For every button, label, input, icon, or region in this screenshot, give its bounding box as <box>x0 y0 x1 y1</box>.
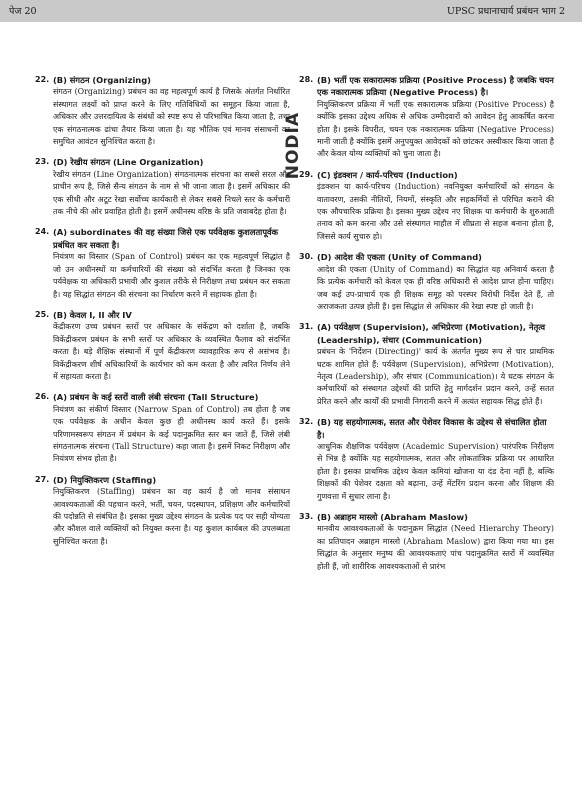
answer-line: (D) नियुक्तिकरण (Staffing) <box>53 474 157 485</box>
answer-line: (C) इंडक्शन / कार्य-परिचय (Induction) <box>317 169 458 180</box>
explanation: इंडक्शन या कार्य-परिचय (Induction) नवनियुक्त कर्मचारियों को संगठन के वातावरण, उसकी नीतियों, नियमों, संस्कृति और सहकर्मियों से परिचित कराने की एक औपचारिक प्रक्रिया है। इसका मुख्य उद्देश्य नए शिक्षक या कर्मचारी के शुरुआती तनाव को कम करना और उसे संस्थागत माहौल में शीघ्रता से सहज बनाना होता है, जिससे कार्य सुचारु हो। <box>317 182 554 241</box>
book-title: UPSC प्रधानाचार्य प्रबंधन भाग 2 <box>446 6 565 17</box>
answer-line: (D) रेखीय संगठन (Line Organization) <box>53 157 204 168</box>
answer-line: (A) पर्यवेक्षण (Supervision), अभिप्रेरणा (Motivation), नेतृत्व (Leadership), संचार (Communication) <box>317 322 546 345</box>
question-22 <box>35 74 290 148</box>
page-header <box>0 0 582 22</box>
question-27 <box>35 474 290 548</box>
explanation: केंद्रीकरण उच्च प्रबंधन स्तरों पर अधिकार के संकेंद्रण को दर्शाता है, जबकि विकेंद्रीकरण प्रबंधन के सभी स्तरों पर अधिकार के व्यवस्थित फैलाव को संदर्भित करता है। बड़े शैक्षिक संस्थानों में पूर्ण केंद्रीकरण व्यावहारिक रूप से असंभव है। विकेंद्रीकरण शीर्ष अधिकारियों के कार्यभार को कम करता है और त्वरित निर्णय लेने में सहायता करता है। <box>53 322 290 381</box>
answer-line: (D) आदेश की एकता (Unity of Command) <box>317 252 482 263</box>
page-number: पेज 20 <box>9 6 37 17</box>
question-number: 31. <box>299 322 314 332</box>
answer-line: (B) केवल I, II और IV <box>53 309 132 320</box>
question-number: 25. <box>35 309 50 319</box>
explanation: नियुक्तिकरण (Staffing) प्रबंधन का वह कार्य है जो मानव संसाधन आवश्यकताओं की पहचान करने, भर्ती, चयन, पदस्थापन, प्रशिक्षण और कर्मचारियों की पदोन्नति से संबंधित है। इसका मुख्य उद्देश्य संगठन के प्रत्येक पद पर सही योग्यता और कौशल वाले व्यक्तियों को नियुक्त करना है। यह कुशल कार्यबल की उपलब्धता सुनिश्चित करता है। <box>53 487 290 546</box>
explanation: आधुनिक शैक्षणिक पर्यवेक्षण (Academic Supervision) पारंपरिक निरीक्षण से भिन्न है क्योंकि यह सहयोगात्मक, सतत और लोकतांत्रिक प्रक्रिया पर आधारित होता है। इसका प्राथमिक उद्देश्य केवल कमियां खोजना या दंड देना नहीं है, बल्कि शिक्षकों की पेशेवर दक्षता को बढ़ाना, उन्हें मेंटरिंग प्रदान करना और शिक्षण की गुणवत्ता में सुधार लाना है। <box>317 441 554 501</box>
explanation: नियंत्रण का संकीर्ण विस्तार (Narrow Span of Control) तब होता है जब एक पर्यवेक्षक के अधीन केवल कुछ ही अधीनस्थ कार्य करते हैं। इसके परिणामस्वरूप संगठन में प्रबंधन के कई पदानुक्रमित स्तर बन जाते हैं, जिसे लंबी संगठनात्मक संरचना (Tall Structure) कहा जाता है। इसमें निकट निरीक्षण और नियंत्रण संभव होता है। <box>53 404 290 464</box>
explanation: नियुक्तिकरण प्रक्रिया में भर्ती एक सकारात्मक प्रक्रिया (Positive Process) है क्योंकि इसका उद्देश्य अधिक से अधिक उम्मीदवारों को आवेदन हेतु आकर्षित करना होता है। इसके विपरीत, चयन एक नकारात्मक प्रक्रिया (Negative Process) मानी जाती है क्योंकि इसमें अनुपयुक्त आवेदकों को छांटकर अस्वीकार किया जाता है और केवल योग्य व्यक्तियों को चुना जाता है। <box>317 99 554 159</box>
explanation: आदेश की एकता (Unity of Command) का सिद्धांत यह अनिवार्य करता है कि प्रत्येक कर्मचारी को केवल एक ही वरिष्ठ अधिकारी से आदेश प्राप्त होना चाहिए। जब कई उप-प्राचार्य एक ही शिक्षक समूह को परस्पर विरोधी निर्देश देते हैं, तो अराजकता उत्पन्न होती है। इस सिद्धांत से अधिकार की रेखा स्पष्ट हो जाती है। <box>317 264 554 311</box>
question-25 <box>35 309 290 383</box>
explanation: मानवीय आवश्यकताओं के पदानुक्रम सिद्धांत (Need Hierarchy Theory) का प्रतिपादन अब्राहम मास्लो (Abraham Maslow) द्वारा किया गया था। इस सिद्धांत के अनुसार मनुष्य की आवश्यकताएं पांच पदानुक्रमित स्तरों में व्यवस्थित होती हैं, जो शारीरिक आवश्यकताओं से प्रारंभ <box>317 524 554 571</box>
explanation: प्रबंधन के 'निर्देशन (Directing)' कार्य के अंतर्गत मुख्य रूप से चार प्राथमिक घटक शामिल होते हैं: पर्यवेक्षण (Supervision), अभिप्रेरणा (Motivation), नेतृत्व (Leadership), और संचार (Communication)। ये घटक संगठन के कर्मचारियों को संस्थागत उद्देश्यों की प्राप्ति हेतु मार्गदर्शन प्रदान करने, उन्हें सतत प्रेरित करने और कार्यों की प्रभावी निगरानी करने में अत्यंत सहायक सिद्ध होते हैं। <box>317 347 554 406</box>
question-number: 22. <box>35 75 50 84</box>
left-column <box>35 74 290 556</box>
answer-line: (B) संगठन (Organizing) <box>53 75 151 85</box>
answer-line: (B) भर्ती एक सकारात्मक प्रक्रिया (Positive Process) है जबकि चयन एक नकारात्मक प्रक्रिया (Negative Process) है। <box>317 75 554 98</box>
answer-line: (A) subordinates की वह संख्या जिसे एक पर्यवेक्षक कुशलतापूर्वक प्रबंधित कर सकता है। <box>53 227 279 250</box>
question-number: 28. <box>299 75 314 84</box>
question-number: 30. <box>299 252 314 262</box>
explanation: संगठन (Organizing) प्रबंधन का वह महत्वपूर्ण कार्य है जिसके अंतर्गत निर्धारित संस्थागत लक्ष्यों को प्राप्त करने के लिए गतिविधियों का समूहन किया जाता है, अधिकार और उत्तरदायित्व के संबंधों को स्पष्ट रूप से परिभाषित किया जाता है, तथा एक संगठनात्मक ढांचा तैयार किया जाता है। यह भौतिक एवं मानव संसाधनों का समुचित आवंटन सुनिश्चित करता है। <box>53 87 290 147</box>
question-23 <box>35 156 290 218</box>
answer-line: (B) अब्राहम मास्लो (Abraham Maslow) <box>317 512 468 522</box>
question-number: 26. <box>35 392 50 402</box>
question-number: 32. <box>299 417 314 427</box>
question-number: 23. <box>35 157 50 167</box>
question-number: 27. <box>35 474 50 484</box>
question-29 <box>299 169 554 243</box>
question-number: 24. <box>35 227 50 237</box>
question-28 <box>299 74 554 161</box>
question-32 <box>299 416 554 503</box>
question-26 <box>35 391 290 465</box>
question-24 <box>35 226 290 300</box>
question-number: 33. <box>299 512 314 521</box>
question-number: 29. <box>299 169 314 179</box>
explanation: रेखीय संगठन (Line Organization) संगठनात्मक संरचना का सबसे सरल और प्राचीन रूप है, जिसे सैन्य संगठन के नाम से भी जाना जाता है। इसमें अधिकार की एक सीधी और अटूट रेखा सर्वोच्च कार्यकारी से लेकर सबसे निचले स्तर के कर्मचारी तक नीचे की ओर प्रवाहित होती है। इसमें अधीनस्थ वरिष्ठ के प्रति जवाबदेह होता है। <box>53 169 290 217</box>
question-30 <box>299 251 554 313</box>
question-33 <box>299 511 554 573</box>
explanation: नियंत्रण का विस्तार (Span of Control) प्रबंधन का एक महत्वपूर्ण सिद्धांत है जो उन अधीनस्थों या कर्मचारियों की संख्या को संदर्भित करता है जिनका एक पर्यवेक्षक या अधिकारी प्रभावी और कुशल तरीके से निरीक्षण तथा प्रबंधन कर सकता है। यह सिद्धांत संगठन की संरचना का निर्धारण करने में सहायक होता है। <box>53 252 290 299</box>
answer-line: (A) प्रबंधन के कई स्तरों वाली लंबी संरचना (Tall Structure) <box>53 392 259 403</box>
nodia-watermark: NODIA <box>283 112 303 180</box>
right-column <box>299 74 554 581</box>
question-31 <box>299 321 554 408</box>
answer-line: (B) यह सहयोगात्मक, सतत और पेशेवर विकास के उद्देश्य से संचालित होता है। <box>317 417 547 440</box>
